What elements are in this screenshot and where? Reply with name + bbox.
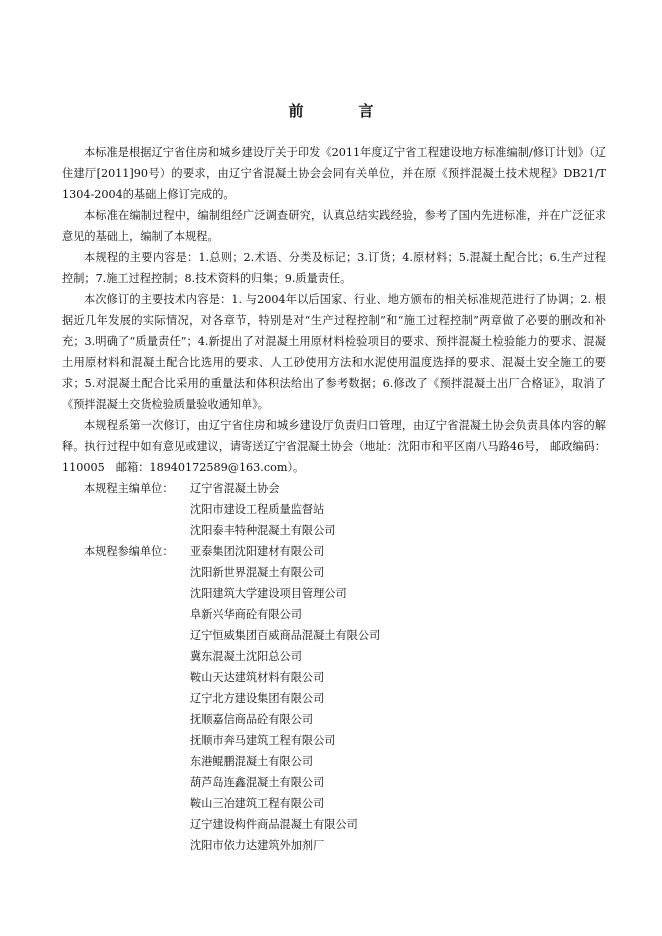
org-name: 抚顺市奔马建筑工程有限公司 (190, 734, 336, 747)
document-body (62, 142, 606, 856)
paragraph-contents: 本规程的主要内容是：1.总则；2.术语、分类及标记；3.订货；4.原材料；5.混凝土配合比；6.生产过程控制；7.施工过程控制；8.技术资料的归集；9.质量责任。 (62, 251, 606, 285)
org-name: 鞍山天达建筑材料有限公司 (190, 671, 325, 684)
org-name: 沈阳市依力达建筑外加剂厂 (190, 839, 325, 852)
list-item (62, 499, 606, 520)
org-name: 抚顺嘉信商品砼有限公司 (190, 713, 314, 726)
list-item (62, 751, 606, 772)
org-name: 沈阳市建设工程质量监督站 (190, 503, 325, 516)
list-item (62, 478, 606, 499)
org-name: 亚泰集团沈阳建材有限公司 (190, 545, 325, 558)
paragraph-management: 本规程系第一次修订，由辽宁省住房和城乡建设厅负责归口管理，由辽宁省混凝土协会负责具体内容的解释。执行过程中如有意见或建议，请寄送辽宁省混凝土协会（地址：沈阳市和平区南八马路46号， 邮政编码：110005 邮箱：18940172589@163.com）。 (62, 419, 606, 474)
org-name: 阜新兴华商砼有限公司 (190, 608, 302, 621)
list-item (62, 688, 606, 709)
org-name: 辽宁恒威集团百威商品混凝土有限公司 (190, 629, 381, 642)
list-item (62, 562, 606, 583)
org-name: 鞍山三冶建筑工程有限公司 (190, 797, 325, 810)
org-name: 冀东混凝土沈阳总公司 (190, 650, 302, 663)
paragraph-process: 本标准在编制过程中，编制组经广泛调查研究，认真总结实践经验，参考了国内先进标准，并在广泛征求意见的基础上，编制了本规程。 (62, 209, 606, 243)
list-item (62, 583, 606, 604)
list-item (62, 709, 606, 730)
list-item (62, 772, 606, 793)
list-item (62, 541, 606, 562)
list-item (62, 793, 606, 814)
list-item (62, 730, 606, 751)
org-name: 东港鲲鹏混凝土有限公司 (190, 755, 314, 768)
list-item (62, 835, 606, 856)
list-item (62, 604, 606, 625)
chief-units-list (62, 478, 606, 541)
page-title: 前 言 (288, 102, 394, 120)
list-item (62, 646, 606, 667)
list-item (62, 520, 606, 541)
list-item (62, 814, 606, 835)
org-name: 沈阳新世界混凝土有限公司 (190, 566, 325, 579)
org-name: 辽宁建设构件商品混凝土有限公司 (190, 818, 358, 831)
participating-units-list (62, 541, 606, 856)
org-name: 沈阳建筑大学建设项目管理公司 (190, 587, 347, 600)
org-name: 辽宁北方建设集团有限公司 (190, 692, 325, 705)
org-name: 沈阳泰丰特种混凝土有限公司 (190, 524, 336, 537)
org-name: 辽宁省混凝土协会 (190, 482, 280, 495)
participating-units-label: 本规程参编单位： (84, 545, 174, 558)
paragraph-revisions: 本次修订的主要技术内容是：1. 与2004年以后国家、行业、地方颁布的相关标准规范进行了协调；2. 根据近几年发展的实际情况，对各章节，特别是对“生产过程控制”和“施工过程控制”两章做了必要的删改和补充；3.明确了“质量责任”；4.新提出了对混凝土用原材料检验项目的要求、预拌混凝土检验能力的要求、混凝土用原材料和混凝土配合比选用的要求、人工砂使用方法和水泥使用温度选择的要求、混凝土安全施工的要求；5.对混凝土配合比采用的重量法和体积法给出了参考数据；6.修改了《预拌混凝土出厂合格证》，取消了《预拌混凝土交货检验质量验收通知单》。 (62, 293, 606, 411)
org-name: 葫芦岛连鑫混凝土有限公司 (190, 776, 325, 789)
paragraph-origin: 本标准是根据辽宁省住房和城乡建设厅关于印发《2011年度辽宁省工程建设地方标准编制/修订计划》（辽住建厅[2011]90号）的要求，由辽宁省混凝土协会会同有关单位，并在原《预拌混凝土技术规程》DB21/T 1304-2004的基础上修订完成的。 (62, 146, 606, 201)
list-item (62, 625, 606, 646)
list-item (62, 667, 606, 688)
chief-units-label: 本规程主编单位： (84, 482, 174, 495)
